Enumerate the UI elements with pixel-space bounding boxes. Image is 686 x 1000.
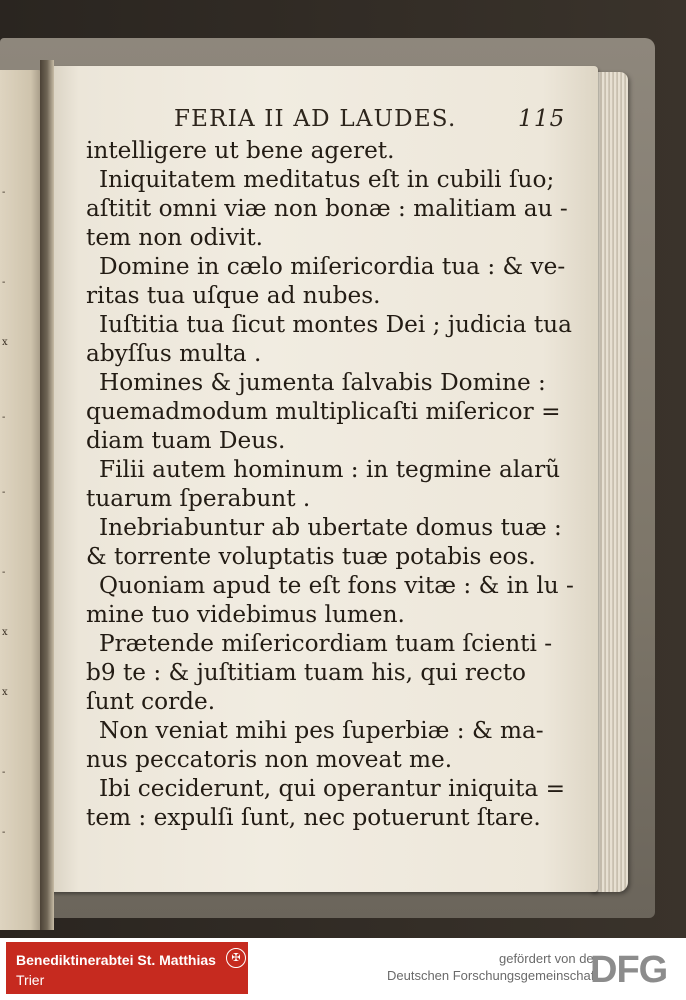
text-line: ſunt corde. [86,688,216,715]
text-line: tem non odivit. [86,224,264,251]
text-line: Inebriabuntur ab ubertate domus tuæ : [99,514,562,541]
previous-page-edge: - - x - - - x x - - [0,70,44,930]
text-line: Prætende miſericordiam tuam ſcienti - [99,630,553,657]
text-line: Ibi ceciderunt, qui operantur iniquita = [99,775,566,802]
text-line: Iuſtitia tua ſicut montes Dei ; judicia tua [99,311,572,338]
funder-line-2: Deutschen Forschungsgemeinschaft [386,968,598,983]
text-line: & torrente voluptatis tuæ potabis eos. [86,543,536,570]
text-line: Homines & jumenta ſalvabis Domine : [99,369,546,396]
text-line: tuarum ſperabunt . [86,485,311,512]
running-head: FERIA II AD LAUDES. [174,106,457,132]
book-page [46,66,598,892]
dfg-logo[interactable]: DFG [590,949,668,991]
text-line: intelligere ut bene ageret. [86,137,395,164]
text-line: aſtitit omni viæ non bonæ : malitiam au - [86,195,568,222]
text-line: b9 te : & juſtitiam tuam his, qui recto [86,659,526,686]
text-line: Non veniat mihi pes ſuperbiæ : & ma- [99,717,544,744]
page-header [174,106,594,140]
owner-badge[interactable] [6,942,248,994]
text-line: quemadmodum multiplicaſti miſericor = [86,398,561,425]
funder-line-1: gefördert von der [498,951,598,966]
seal-icon: ✠ [226,948,246,968]
text-line: diam tuam Deus. [86,427,286,454]
owner-name: Benediktinerabtei St. Matthias [16,952,216,968]
text-line: tem : expulſi ſunt, nec potuerunt ſtare. [86,804,541,831]
text-line: mine tuo videbimus lumen. [86,601,405,628]
page-text [86,136,574,832]
owner-city: Trier [16,972,45,988]
page-number: 115 [518,106,566,132]
text-line: ritas tua uſque ad nubes. [86,282,381,309]
text-line: Domine in cælo miſericordia tua : & ve- [99,253,566,280]
text-line: abyſſus multa . [86,340,262,367]
text-line: Filii autem hominum : in tegmine alarũ [99,456,561,483]
footer-bar [0,938,686,1000]
book-gutter [40,60,54,930]
text-line: nus peccatoris non moveat me. [86,746,453,773]
text-line: Iniquitatem meditatus eſt in cubili ſuo; [99,166,555,193]
text-line: Quoniam apud te eſt fons vitæ : & in lu - [99,572,574,599]
funder-text [387,950,598,984]
